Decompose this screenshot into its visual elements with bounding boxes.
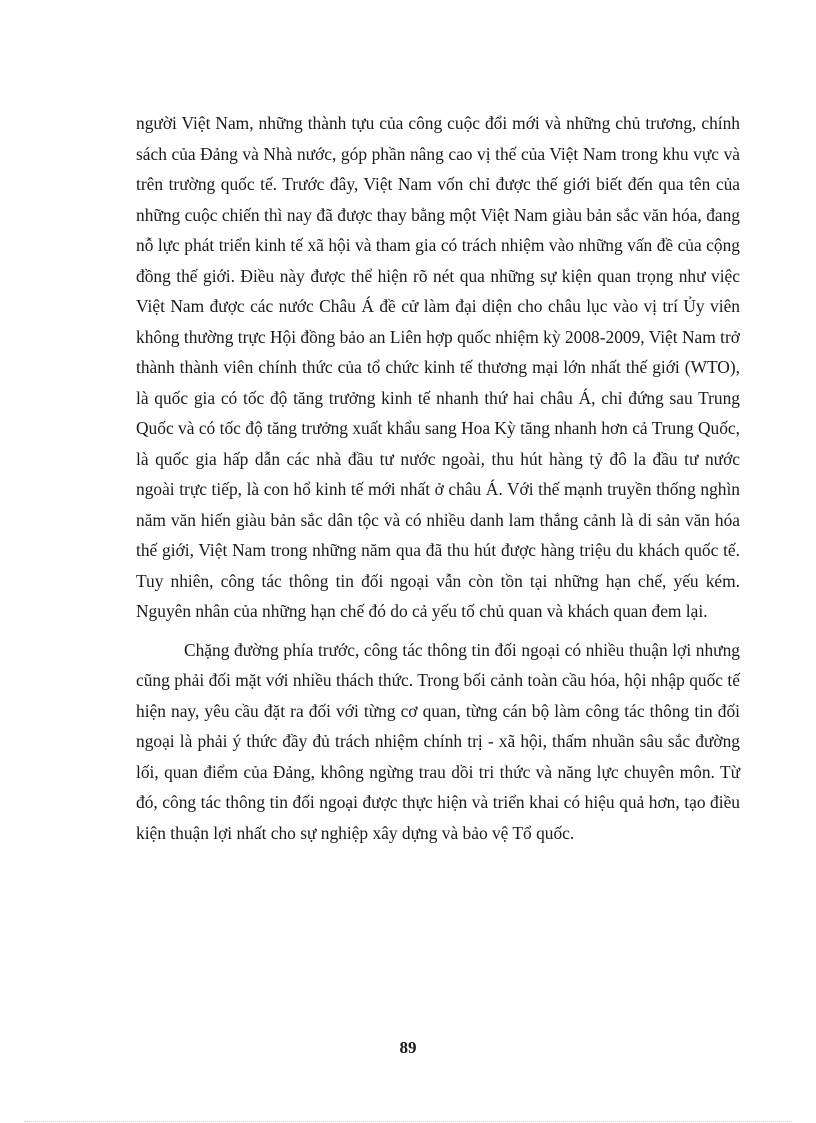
body-text <box>136 108 740 848</box>
page-number: 89 <box>399 1038 417 1057</box>
paragraph-continuation: người Việt Nam, những thành tựu của công cuộc đổi mới và những chủ trương, chính sách của Đảng và Nhà nước, góp phần nâng cao vị thế của Việt Nam trong khu vực và trên trường quốc tế. Trước đây, Việt Nam vốn chỉ được thế giới biết đến qua tên của những cuộc chiến thì nay đã được thay bằng một Việt Nam giàu bản sắc văn hóa, đang nỗ lực phát triển kinh tế xã hội và tham gia có trách nhiệm vào những vấn đề của cộng đồng thế giới. Điều này được thể hiện rõ nét qua những sự kiện quan trọng như việc Việt Nam được các nước Châu Á đề cử làm đại diện cho châu lục vào vị trí Ủy viên không thường trực Hội đồng bảo an Liên hợp quốc nhiệm kỳ 2008-2009, Việt Nam trở thành thành viên chính thức của tổ chức kinh tế thương mại lớn nhất thế giới (WTO), là quốc gia có tốc độ tăng trưởng kinh tế nhanh thứ hai châu Á, chỉ đứng sau Trung Quốc và có tốc độ tăng trưởng xuất khẩu sang Hoa Kỳ tăng nhanh hơn cả Trung Quốc, là quốc gia hấp dẫn các nhà đầu tư nước ngoài, thu hút hàng tỷ đô la đầu tư nước ngoài trực tiếp, là con hổ kinh tế mới nhất ở châu Á. Với thế mạnh truyền thống nghìn năm văn hiến giàu bản sắc dân tộc và có nhiều danh lam thắng cảnh là di sản văn hóa thế giới, Việt Nam trong những năm qua đã thu hút được hàng triệu du khách quốc tế. Tuy nhiên, công tác thông tin đối ngoại vẫn còn tồn tại những hạn chế, yếu kém. Nguyên nhân của những hạn chế đó do cả yếu tố chủ quan và khách quan đem lại. <box>136 113 740 621</box>
paragraph-closing: Chặng đường phía trước, công tác thông tin đối ngoại có nhiều thuận lợi nhưng cũng phải đối mặt với nhiều thách thức. Trong bối cảnh toàn cầu hóa, hội nhập quốc tế hiện nay, yêu cầu đặt ra đối với từng cơ quan, từng cán bộ làm công tác thông tin đối ngoại là phải ý thức đầy đủ trách nhiệm chính trị - xã hội, thấm nhuần sâu sắc đường lối, quan điểm của Đảng, không ngừng trau dồi tri thức và năng lực chuyên môn. Từ đó, công tác thông tin đối ngoại được thực hiện và triển khai có hiệu quả hơn, tạo điều kiện thuận lợi nhất cho sự nghiệp xây dựng và bảo vệ Tổ quốc. <box>136 639 740 843</box>
page-bottom-border <box>24 1121 792 1122</box>
